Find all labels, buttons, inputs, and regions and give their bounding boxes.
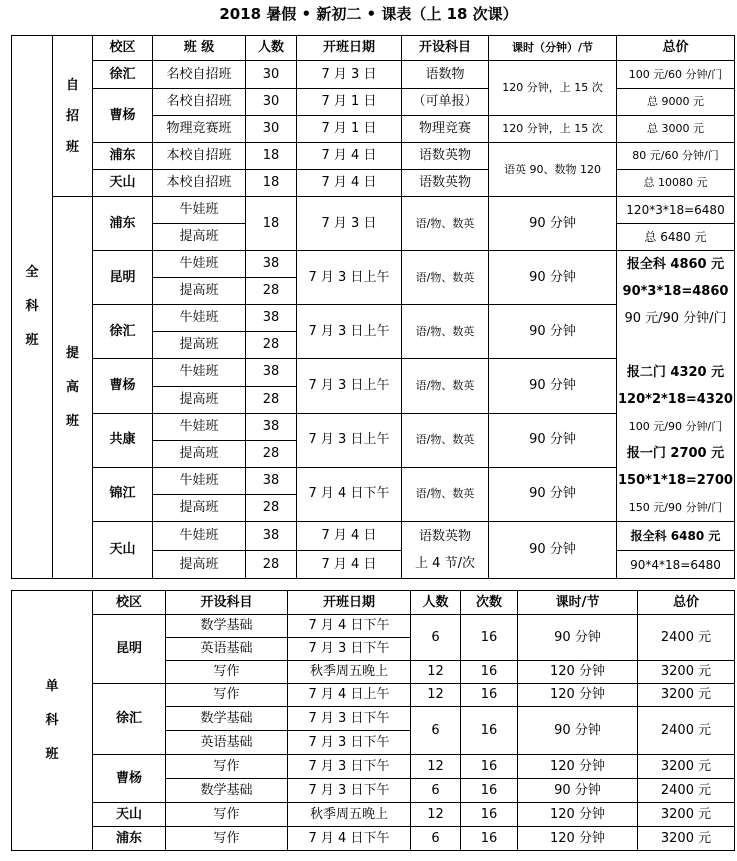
class-cell: 本校自招班	[153, 170, 246, 197]
campus-cell: 共康	[93, 413, 153, 467]
subject-cell: 数学基础	[166, 779, 288, 803]
campus-cell: 曹杨	[93, 755, 166, 803]
date-cell: 7 月 4 日下午	[288, 615, 411, 638]
count-cell: 6	[411, 827, 461, 851]
count-cell: 28	[246, 332, 297, 359]
hours-cell: 90 分钟	[518, 615, 638, 661]
date-cell: 7 月 3 日上午	[297, 305, 402, 359]
count-cell: 6	[411, 707, 461, 755]
price-cell: 报全科 6480 元	[617, 522, 735, 551]
price-cell: 120*3*18=6480	[617, 197, 735, 224]
date-cell: 7 月 3 日下午	[288, 779, 411, 803]
date-cell: 秋季周五晚上	[288, 803, 411, 827]
date-cell: 7 月 4 日	[297, 551, 402, 579]
price-summary-cell: 报全科 4860 元 90*3*18=4860 90 元/90 分钟/门 报二门 4320 元 120*2*18=4320 100 元/90 分钟/门 报一门 2700 元 150*1*18=2700 150 元/90 分钟/门	[617, 251, 735, 522]
class-cell: 牛娃班	[153, 522, 246, 551]
date-cell: 7 月 3 日下午	[288, 731, 411, 755]
subjects-cell: 语/物、数英	[402, 467, 489, 521]
subjects-cell: 语/物、数英	[402, 359, 489, 413]
price-cell: 2400 元	[638, 615, 735, 661]
date-cell: 7 月 4 日上午	[288, 684, 411, 707]
price-cell: 3200 元	[638, 661, 735, 684]
subject-cell: 写作	[166, 827, 288, 851]
subjects-cell: 语数英物	[402, 170, 489, 197]
count-cell: 30	[246, 61, 297, 89]
count-cell: 38	[246, 467, 297, 494]
campus-cell: 曹杨	[93, 89, 153, 143]
count-cell: 28	[246, 551, 297, 579]
date-cell: 7 月 3 日上午	[297, 413, 402, 467]
times-cell: 16	[461, 707, 518, 755]
count-cell: 38	[246, 413, 297, 440]
subjects-cell: 语数物	[402, 61, 489, 89]
count-cell: 38	[246, 359, 297, 386]
count-cell: 6	[411, 779, 461, 803]
subject-cell: 写作	[166, 684, 288, 707]
hours-cell: 90 分钟	[518, 779, 638, 803]
count-cell: 18	[246, 197, 297, 251]
header-hours: 课时/节	[518, 591, 638, 615]
campus-cell: 曹杨	[93, 359, 153, 413]
hours-cell: 120 分钟	[518, 684, 638, 707]
date-cell: 7 月 3 日上午	[297, 251, 402, 305]
tigao-label: 提 高 班	[53, 197, 93, 579]
class-cell: 牛娃班	[153, 467, 246, 494]
date-cell: 7 月 3 日下午	[288, 707, 411, 731]
count-cell: 28	[246, 386, 297, 413]
page-title: 2018 暑假 • 新初二 • 课表（上 18 次课）	[219, 5, 518, 23]
times-cell: 16	[461, 827, 518, 851]
date-cell: 7 月 1 日	[297, 116, 402, 143]
class-cell: 牛娃班	[153, 305, 246, 332]
date-cell: 7 月 3 日上午	[297, 359, 402, 413]
count-cell: 38	[246, 251, 297, 278]
class-cell: 提高班	[153, 332, 246, 359]
zizhao-label: 自 招 班	[53, 36, 93, 197]
count-cell: 30	[246, 89, 297, 116]
hours-cell: 90 分钟	[489, 522, 617, 579]
count-cell: 12	[411, 755, 461, 779]
hours-cell: 120 分钟	[518, 827, 638, 851]
hours-cell: 90 分钟	[489, 359, 617, 413]
subjects-cell: （可单报）	[402, 89, 489, 116]
times-cell: 16	[461, 803, 518, 827]
date-cell: 7 月 4 日	[297, 143, 402, 170]
price-cell: 3200 元	[638, 803, 735, 827]
campus-cell: 浦东	[93, 197, 153, 251]
price-cell: 总 10080 元	[617, 170, 735, 197]
class-cell: 名校自招班	[153, 61, 246, 89]
class-cell: 物理竞赛班	[153, 116, 246, 143]
count-cell: 28	[246, 440, 297, 467]
full-course-group-label: 全 科 班	[12, 36, 53, 579]
header-subjects: 开设科目	[402, 36, 489, 61]
campus-cell: 徐汇	[93, 684, 166, 755]
header-price: 总价	[638, 591, 735, 615]
hours-cell: 120 分钟	[518, 755, 638, 779]
hours-cell: 90 分钟	[489, 197, 617, 251]
times-cell: 16	[461, 755, 518, 779]
count-cell: 38	[246, 305, 297, 332]
subject-cell: 数学基础	[166, 615, 288, 638]
price-cell: 总 3000 元	[617, 116, 735, 143]
class-cell: 本校自招班	[153, 143, 246, 170]
campus-cell: 天山	[93, 170, 153, 197]
class-cell: 牛娃班	[153, 197, 246, 224]
campus-cell: 天山	[93, 803, 166, 827]
campus-cell: 浦东	[93, 827, 166, 851]
date-cell: 7 月 4 日下午	[288, 827, 411, 851]
header-hours: 课时（分钟）/节	[489, 36, 617, 61]
class-cell: 提高班	[153, 278, 246, 305]
times-cell: 16	[461, 615, 518, 661]
class-cell: 牛娃班	[153, 359, 246, 386]
header-times: 次数	[461, 591, 518, 615]
price-cell: 2400 元	[638, 707, 735, 755]
date-cell: 7 月 3 日	[297, 61, 402, 89]
times-cell: 16	[461, 661, 518, 684]
single-course-group-label: 单 科 班	[12, 591, 93, 851]
count-cell: 28	[246, 278, 297, 305]
date-cell: 7 月 3 日下午	[288, 755, 411, 779]
hours-cell: 90 分钟	[489, 467, 617, 521]
date-cell: 7 月 4 日下午	[297, 467, 402, 521]
count-cell: 18	[246, 143, 297, 170]
price-cell: 3200 元	[638, 755, 735, 779]
header-campus: 校区	[93, 591, 166, 615]
times-cell: 16	[461, 779, 518, 803]
date-cell: 秋季周五晚上	[288, 661, 411, 684]
price-cell: 90*4*18=6480	[617, 551, 735, 579]
campus-cell: 徐汇	[93, 305, 153, 359]
price-cell: 2400 元	[638, 779, 735, 803]
class-cell: 牛娃班	[153, 251, 246, 278]
hours-cell: 120 分钟	[518, 803, 638, 827]
class-cell: 提高班	[153, 224, 246, 251]
hours-cell: 120 分钟，上 15 次	[489, 116, 617, 143]
class-cell: 名校自招班	[153, 89, 246, 116]
header-class: 班 级	[153, 36, 246, 61]
subjects-cell: 物理竞赛	[402, 116, 489, 143]
header-campus: 校区	[93, 36, 153, 61]
hours-cell: 语英 90、数物 120	[489, 143, 617, 197]
count-cell: 30	[246, 116, 297, 143]
header-subject: 开设科目	[166, 591, 288, 615]
subjects-cell: 语/物、数英	[402, 197, 489, 251]
date-cell: 7 月 3 日下午	[288, 638, 411, 661]
price-cell: 总 6480 元	[617, 224, 735, 251]
campus-cell: 昆明	[93, 615, 166, 684]
date-cell: 7 月 1 日	[297, 89, 402, 116]
full-course-table	[11, 35, 735, 579]
subject-cell: 数学基础	[166, 707, 288, 731]
hours-cell: 90 分钟	[518, 707, 638, 755]
times-cell: 16	[461, 684, 518, 707]
class-cell: 提高班	[153, 386, 246, 413]
hours-cell: 90 分钟	[489, 251, 617, 305]
hours-cell: 120 分钟	[518, 661, 638, 684]
subjects-cell: 语数英物 上 4 节/次	[402, 522, 489, 579]
class-cell: 牛娃班	[153, 413, 246, 440]
campus-cell: 浦东	[93, 143, 153, 170]
subjects-cell: 语/物、数英	[402, 413, 489, 467]
class-cell: 提高班	[153, 440, 246, 467]
count-cell: 12	[411, 684, 461, 707]
header-count: 人数	[411, 591, 461, 615]
count-cell: 28	[246, 495, 297, 522]
count-cell: 12	[411, 661, 461, 684]
count-cell: 38	[246, 522, 297, 551]
subjects-cell: 语/物、数英	[402, 305, 489, 359]
count-cell: 12	[411, 803, 461, 827]
count-cell: 18	[246, 170, 297, 197]
campus-cell: 天山	[93, 522, 153, 579]
class-cell: 提高班	[153, 495, 246, 522]
hours-cell: 120 分钟，上 15 次	[489, 61, 617, 116]
price-cell: 3200 元	[638, 827, 735, 851]
count-cell: 6	[411, 615, 461, 661]
class-cell: 提高班	[153, 551, 246, 579]
subject-cell: 写作	[166, 661, 288, 684]
price-cell: 总 9000 元	[617, 89, 735, 116]
subjects-cell: 语数英物	[402, 143, 489, 170]
header-count: 人数	[246, 36, 297, 61]
campus-cell: 昆明	[93, 251, 153, 305]
date-cell: 7 月 3 日	[297, 197, 402, 251]
date-cell: 7 月 4 日	[297, 522, 402, 551]
price-cell: 80 元/60 分钟/门	[617, 143, 735, 170]
date-cell: 7 月 4 日	[297, 170, 402, 197]
header-start-date: 开班日期	[297, 36, 402, 61]
price-cell: 100 元/60 分钟/门	[617, 61, 735, 89]
hours-cell: 90 分钟	[489, 305, 617, 359]
hours-cell: 90 分钟	[489, 413, 617, 467]
price-cell: 3200 元	[638, 684, 735, 707]
header-start-date: 开班日期	[288, 591, 411, 615]
subject-cell: 写作	[166, 803, 288, 827]
header-price: 总价	[617, 36, 735, 61]
subjects-cell: 语/物、数英	[402, 251, 489, 305]
subject-cell: 写作	[166, 755, 288, 779]
subject-cell: 英语基础	[166, 731, 288, 755]
single-course-table	[11, 590, 735, 851]
campus-cell: 徐汇	[93, 61, 153, 89]
subject-cell: 英语基础	[166, 638, 288, 661]
campus-cell: 锦江	[93, 467, 153, 521]
